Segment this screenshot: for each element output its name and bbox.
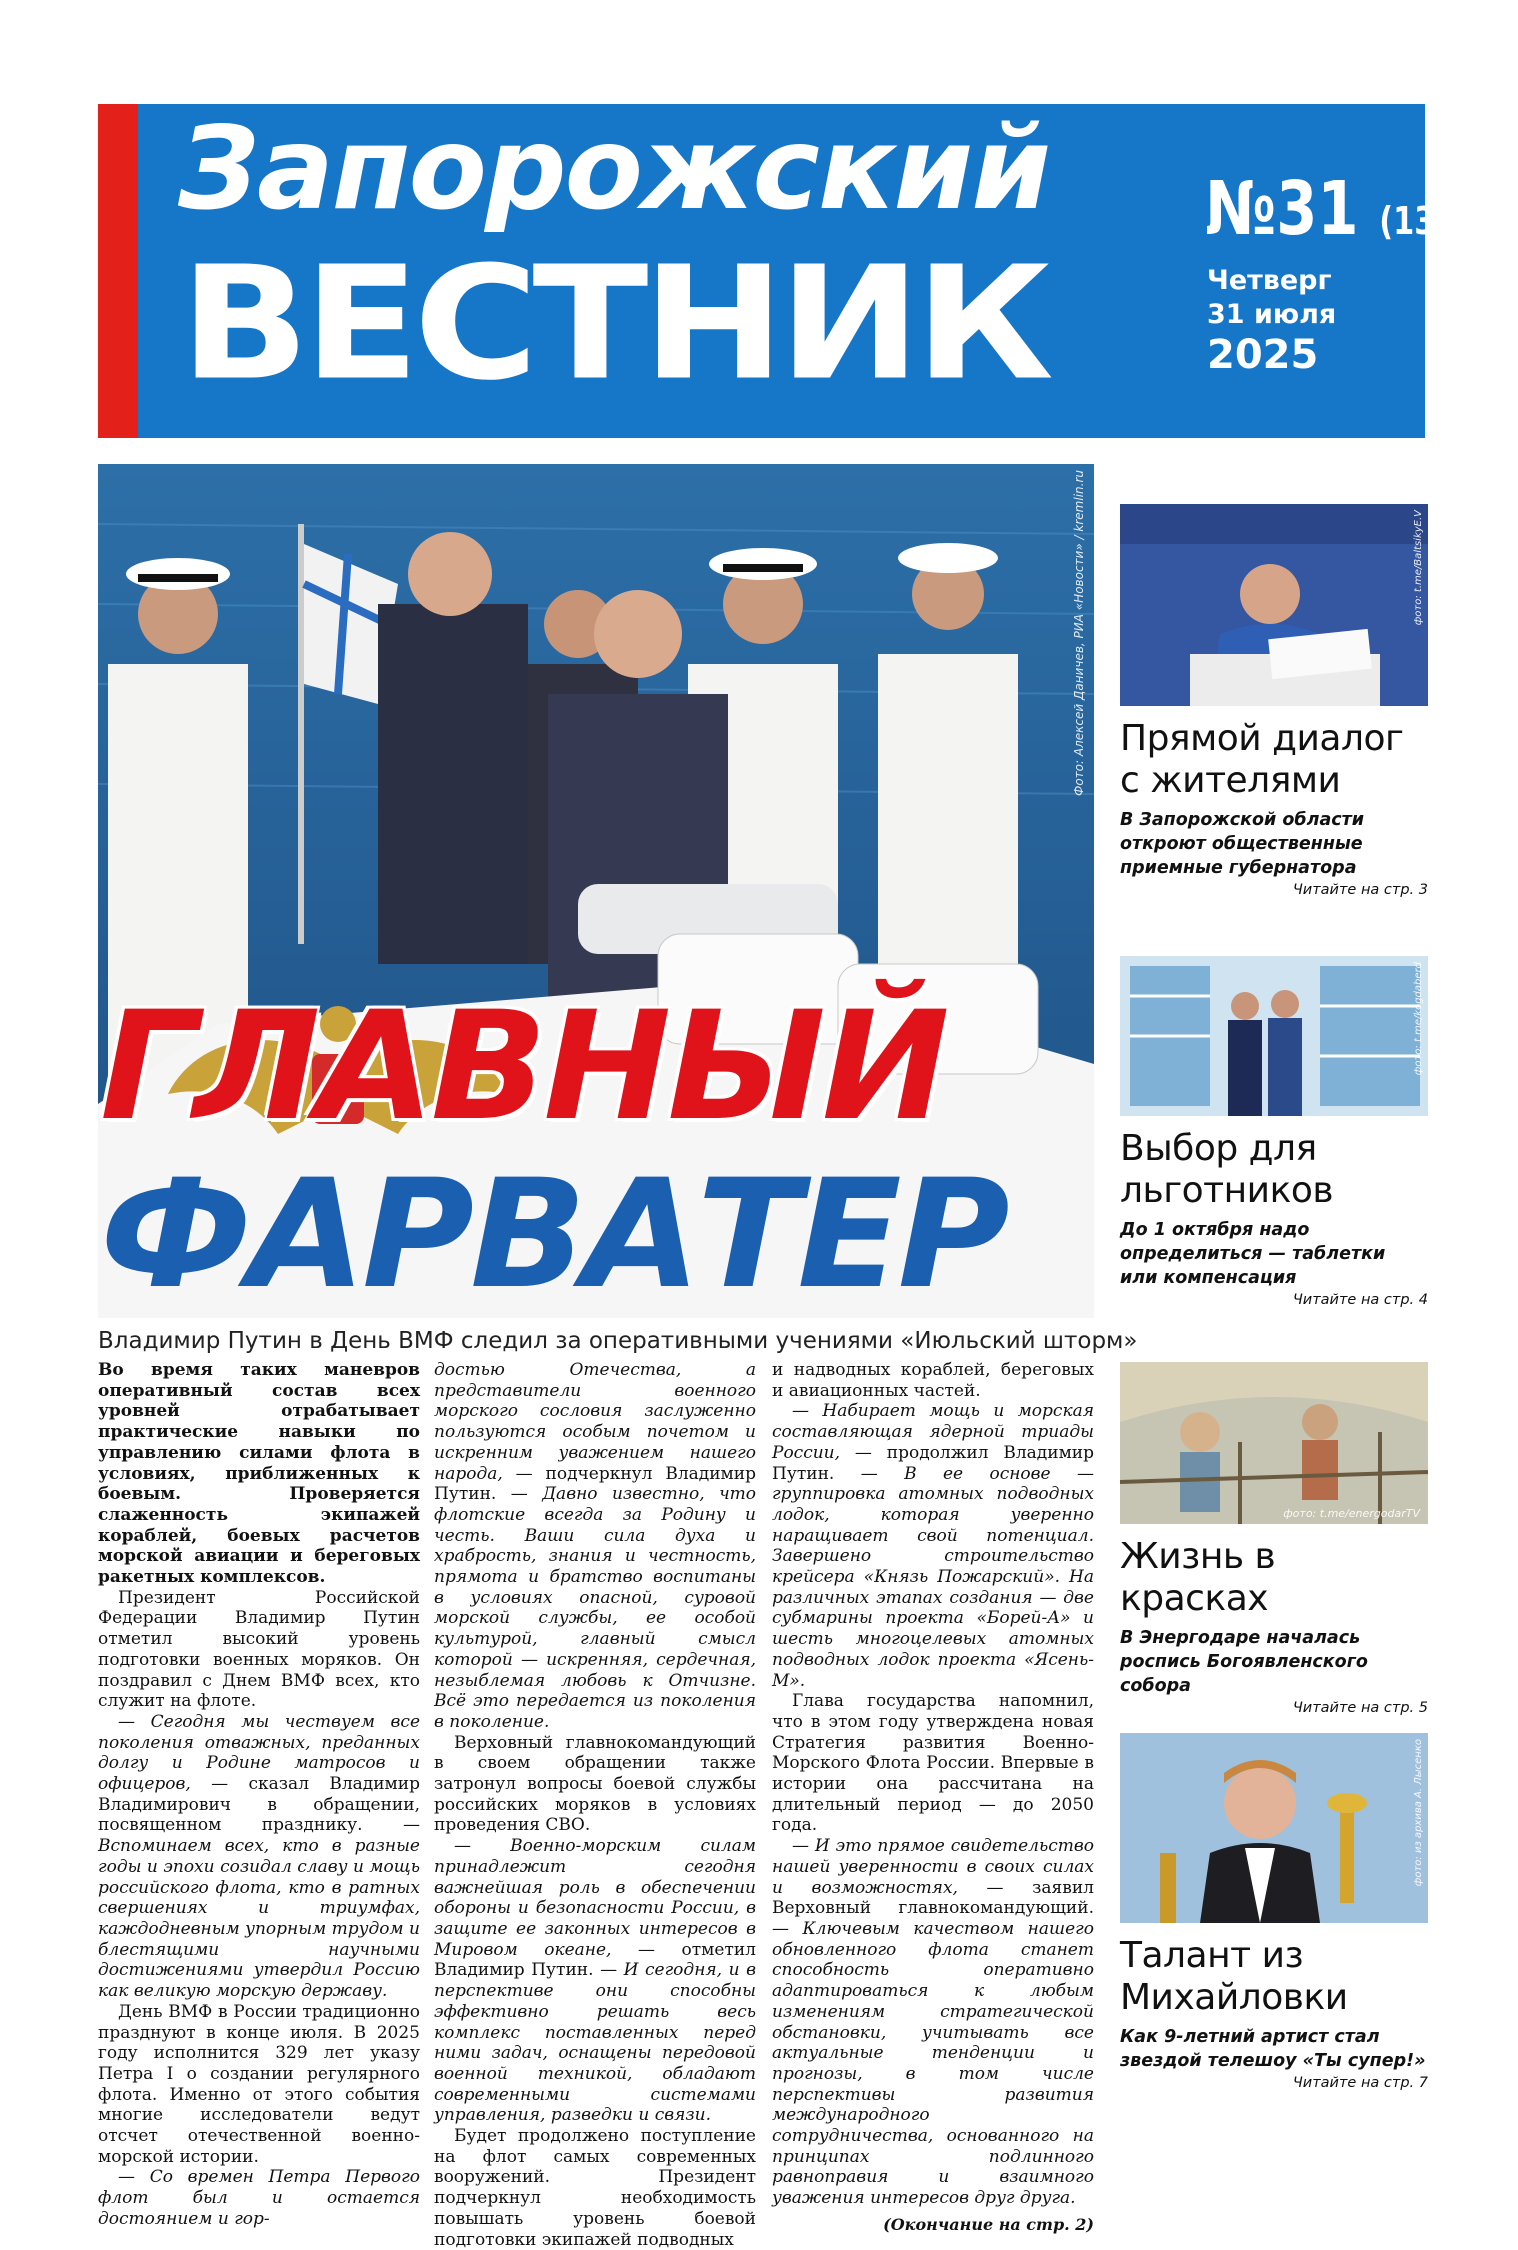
article-column-1 — [98, 1360, 420, 2230]
continued-link[interactable]: (Окончание на стр. 2) — [883, 2214, 1094, 2234]
teaser-read-more[interactable]: Читайте на стр. 5 — [1292, 1700, 1428, 1716]
subheadline: Владимир Путин в День ВМФ следил за оперативными учениями «Июльский шторм» — [98, 1328, 1138, 1354]
teaser-photo — [1120, 504, 1428, 706]
article-column-2 — [434, 1360, 756, 2250]
weekday: Четверг — [1207, 265, 1332, 296]
issue-total: (132) — [1379, 199, 1471, 243]
teaser-description: Как 9-летний артист стал звездой телешоу «Ты супер!» — [1120, 2027, 1426, 2071]
year: 2025 — [1207, 332, 1319, 378]
quote: — Со времен Петра Первого флот был и остается достоянием и гор- — [98, 2167, 420, 2229]
text: — сказал Владимир Владимирович в обращении, посвященном празднику. — [98, 1774, 420, 1836]
issue-date — [1207, 264, 1336, 378]
text: — подчеркнул Владимир Путин. — [434, 1463, 756, 1505]
teaser-1[interactable] — [1120, 504, 1428, 898]
quote: — Вспоминаем всех, кто в разные годы и эпохи созидал славу и мощь российского флота, кто в ратных свершениях и триумфах, каждодневным упорным трудом и блестящими научными достижениями утвердил Россию как великую морскую державу. — [98, 1815, 420, 2002]
headline-line1: ГЛАВНЫЙ — [100, 980, 946, 1154]
quote: — Сегодня мы чествуем все поколения отважных, преданных долгу и Родине матросов и офицеров, — [98, 1711, 420, 1795]
newspaper-title-line2: ВЕСТНИК — [180, 233, 1048, 416]
quote: — Набирает мощь и морская составляющая ядерной триады России, — [772, 1401, 1094, 1463]
headline-line2: ФАРВАТЕР — [100, 1148, 1006, 1322]
issue-main: №31 — [1205, 166, 1359, 252]
quote: достью Отечества, а представители военного морского сословия заслуженно пользуются особым почетом и искренним уважением нашего народа, — [434, 1360, 756, 1484]
paragraph — [772, 1836, 1094, 2209]
paragraph — [434, 1836, 756, 2126]
newspaper-title-line1: Запорожский — [178, 102, 1050, 235]
teaser-description: До 1 октября надо определиться — таблетки или компенсация — [1120, 1220, 1386, 1288]
paragraph: День ВМФ в России традиционно празднуют в конце июля. В 2025 году исполнится 329 лет указу Петра I о создании регулярного флота. Именно от этого события многие исследователи ведут отсчет отечественной военно-морской истории. — [98, 2001, 420, 2167]
article-column-3 — [772, 1360, 1094, 2236]
teaser-read-more[interactable]: Читайте на стр. 7 — [1292, 2075, 1428, 2091]
paragraph: Верховный главнокомандующий в своем обращении также затронул вопросы боевой службы российских моряков в условиях проведения СВО. — [434, 1732, 756, 1836]
teaser-photo-credit: фото: из архива А. Лысенко — [1413, 1739, 1424, 1887]
article-lead: Во время таких маневров оперативный состав всех уровней отрабатывает практические навыки по управлению силами флота в условиях, приближенных к боевым. Проверяется слаженность экипажей кораблей, боевых расчетов морской авиации и береговых ракетных комплексов. — [98, 1360, 420, 1588]
paragraph — [772, 1401, 1094, 1691]
cathedral-painting-photo — [1120, 1362, 1428, 1524]
paragraph: Будет продолжено поступление на флот самых современных вооружений. Президент подчеркнул необходимость повышать уровень боевой подготовки экипажей подводных — [434, 2126, 756, 2250]
teaser-photo — [1120, 1362, 1428, 1524]
pharmacy-photo — [1120, 956, 1428, 1116]
text: — отметил Владимир Путин. — [434, 1939, 756, 1981]
teaser-photo-credit: фото: t.me/kogdaberd — [1413, 962, 1424, 1076]
quote: — Ключевым качеством нашего обновленного флота станет способность оперативно адаптироваться к любым изменениям стратегической обстановки, учитывать все актуальные тенденции и прогнозы, в том числе перспективы развития международного сотрудничества, основанного на принципах подлинного равноправия и взаимного уважения интересов друг друга. — [772, 1918, 1094, 2209]
teaser-description: В Энергодаре началась роспись Богоявленского собора — [1120, 1628, 1368, 1696]
quote: — Военно-морским силам принадлежит сегодня важнейшая роль в обеспечении обороны и безопасности России, в защите ее законных интересов в Мировом океане, — [434, 1836, 756, 1960]
teaser-2[interactable] — [1120, 956, 1428, 1308]
quote: — В ее основе — группировка атомных подводных лодок, которая уверенно наращивает свой потенциал. Завершено строительство крейсера «Князь Пожарский». На различных этапах создания — две субмарины проекта «Борей-А» и шесть многоцелевых атомных подводных лодок проекта «Ясень-М». — [772, 1463, 1095, 1691]
teaser-title: Жизнь в красках — [1120, 1536, 1276, 1619]
teaser-4[interactable] — [1120, 1733, 1428, 2091]
main-photo-credit: Фото: Алексей Даничев, РИА «Новости» / kremlin.ru — [1072, 470, 1086, 796]
paragraph: и надводных кораблей, береговых и авиационных частей. — [772, 1360, 1094, 1401]
paragraph — [434, 1360, 756, 1733]
teaser-3[interactable] — [1120, 1362, 1428, 1716]
paragraph: Глава государства напомнил, что в этом году утверждена новая Стратегия развития Военно-Морского Флота России. Впервые в истории она рассчитана на длительный период — до 2050 года. — [772, 1691, 1094, 1836]
teaser-title: Талант из Михайловки — [1120, 1935, 1348, 2018]
text: — заявил Верховный главнокомандующий. — [772, 1877, 1094, 1919]
teaser-photo-credit: фото: t.me/BaltsikyE.V — [1413, 510, 1424, 626]
paragraph: Президент Российской Федерации Владимир Путин отметил высокий уровень подготовки военных моряков. Он поздравил с Днем ВМФ всех, кто служит на флоте. — [98, 1587, 420, 1712]
teaser-read-more[interactable]: Читайте на стр. 4 — [1292, 1292, 1428, 1308]
teaser-photo — [1120, 956, 1428, 1116]
quote: — И сегодня, и в перспективе они способны эффективно решать весь комплекс поставленных перед ними задач, оснащены передовой военной техникой, обладают современными системами управления, разведки и связи. — [434, 1960, 756, 2126]
issue-number — [1205, 166, 1471, 252]
governor-photo — [1120, 504, 1428, 706]
text: — продолжил Владимир Путин. — [772, 1442, 1095, 1484]
teaser-photo — [1120, 1733, 1428, 1923]
quote: — Давно известно, что флотские всегда за Родину и честь. Ваши сила духа и храбрость, знания и честность, прямота и братство воспитаны в условиях опасной, суровой морской службы, ее особой культурой, главный смысл которой — искренняя, сердечная, незыблемая любовь к Отчизне. Всё это передается из поколения в поколение. — [434, 1484, 757, 1732]
quote: — И это прямое свидетельство нашей уверенности в своих силах и возможностях, — [772, 1836, 1094, 1898]
paragraph — [98, 1712, 420, 2002]
young-performer-photo — [1120, 1733, 1428, 1923]
masthead-red-bar — [98, 104, 138, 438]
date: 31 июля — [1207, 299, 1337, 330]
teaser-read-more[interactable]: Читайте на стр. 3 — [1292, 882, 1428, 898]
teaser-photo-credit: фото: t.me/energodarTV — [1283, 1507, 1420, 1520]
teaser-title: Выбор для льготников — [1120, 1128, 1334, 1211]
teaser-title: Прямой диалог с жителями — [1120, 718, 1404, 801]
teaser-description: В Запорожской области откроют общественные приемные губернатора — [1120, 810, 1365, 878]
